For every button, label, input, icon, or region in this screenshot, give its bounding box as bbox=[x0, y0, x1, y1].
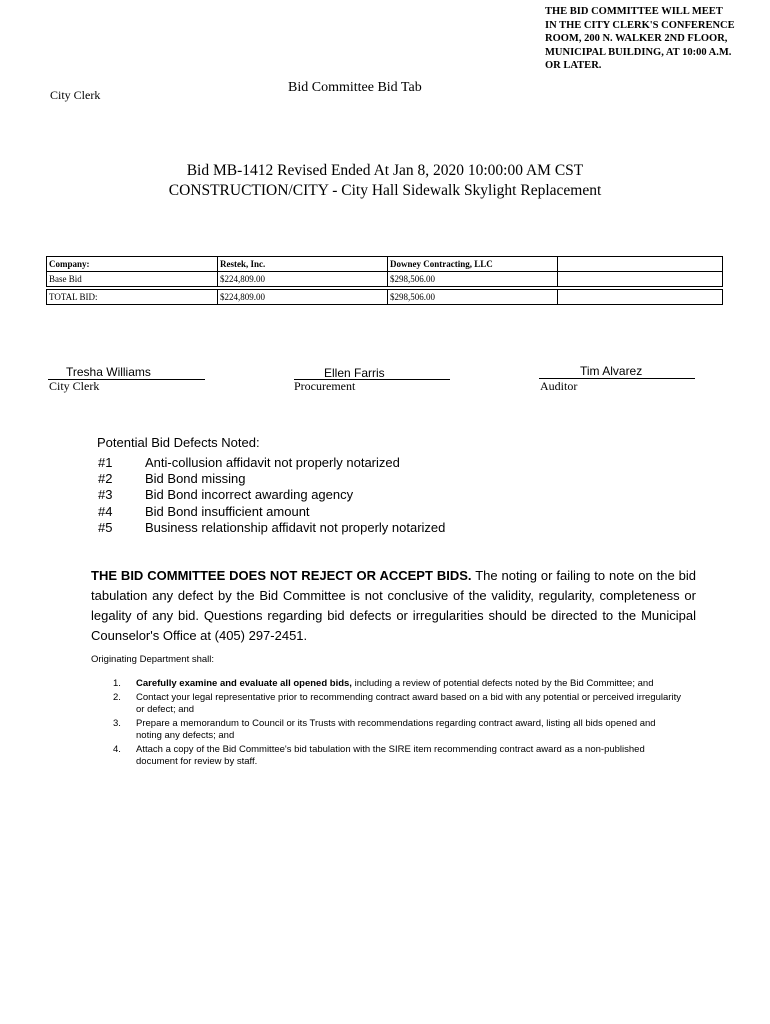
step-number: 2. bbox=[113, 691, 121, 703]
table-row-company bbox=[47, 257, 723, 272]
defect-number: #3 bbox=[98, 487, 113, 502]
base-bid-label-cell: Base Bid bbox=[47, 272, 218, 287]
signature-role: Auditor bbox=[540, 379, 578, 393]
bid-description-line: CONSTRUCTION/CITY - City Hall Sidewalk Skylight Replacement bbox=[168, 182, 602, 199]
base-bid-cell: $224,809.00 bbox=[218, 272, 388, 287]
step-number: 4. bbox=[113, 743, 121, 755]
step-number: 3. bbox=[113, 717, 121, 729]
disclaimer-text: The noting or failing to note on the bid tabulation any defect by the Bid Committee is not conclusive of the validity, regularity, completeness or legality of any bid. Questions regarding bid defects or irregularities should be directed to the Municipal Counselor's Office at (405) 297-2451. bbox=[91, 568, 696, 643]
defect-number: #4 bbox=[98, 504, 113, 519]
step-text: Contact your legal representative prior to recommending contract award based on a bid with any potential or perceived irregularity or defect; and bbox=[136, 691, 681, 715]
originating-steps bbox=[91, 678, 681, 770]
defect-number: #2 bbox=[98, 471, 113, 486]
page-title: Bid Committee Bid Tab bbox=[288, 80, 422, 95]
step-bold: Carefully examine and evaluate all opened bids, bbox=[136, 678, 352, 689]
bid-table bbox=[46, 256, 723, 305]
disclaimer-bold: THE BID COMMITTEE DOES NOT REJECT OR ACCEPT BIDS. bbox=[91, 568, 472, 583]
company-cell: Downey Contracting, LLC bbox=[388, 257, 558, 272]
defect-text: Bid Bond insufficient amount bbox=[145, 504, 310, 519]
bid-number-line: Bid MB-1412 Revised Ended At Jan 8, 2020 10:00:00 AM CST bbox=[186, 162, 584, 179]
total-cell: $224,809.00 bbox=[218, 290, 388, 305]
signature-name: Ellen Farris bbox=[324, 366, 385, 380]
signature-role: Procurement bbox=[294, 379, 356, 393]
signature-role: City Clerk bbox=[49, 379, 100, 393]
company-cell: Restek, Inc. bbox=[218, 257, 388, 272]
total-cell bbox=[558, 290, 723, 305]
notice-line: OR LATER. bbox=[545, 60, 602, 71]
notice-line: MUNICIPAL BUILDING, AT 10:00 A.M. bbox=[545, 46, 732, 58]
table-row-base-bid bbox=[47, 272, 723, 287]
table-row-total bbox=[47, 290, 723, 305]
signature-name: Tresha Williams bbox=[66, 365, 151, 379]
base-bid-cell: $298,506.00 bbox=[388, 272, 558, 287]
company-cell bbox=[558, 257, 723, 272]
list-item bbox=[91, 692, 681, 717]
signature-name: Tim Alvarez bbox=[580, 364, 643, 378]
total-cell: $298,506.00 bbox=[388, 290, 558, 305]
defect-text: Bid Bond missing bbox=[145, 471, 246, 486]
company-label-cell: Company: bbox=[47, 257, 218, 272]
step-text: Attach a copy of the Bid Committee's bid tabulation with the SIRE item recommending contract award as a non-published document for review by staff. bbox=[136, 743, 645, 767]
originating-heading: Originating Department shall: bbox=[91, 654, 215, 665]
defect-number: #5 bbox=[98, 520, 113, 535]
step-text: including a review of potential defects noted by the Bid Committee; and bbox=[351, 678, 654, 689]
city-clerk-label: City Clerk bbox=[50, 88, 101, 102]
defect-text: Bid Bond incorrect awarding agency bbox=[145, 487, 354, 502]
list-item bbox=[91, 744, 681, 769]
list-item bbox=[91, 678, 681, 691]
step-number: 1. bbox=[113, 678, 121, 689]
notice-line: IN THE CITY CLERK'S CONFERENCE bbox=[545, 19, 735, 31]
base-bid-cell bbox=[558, 272, 723, 287]
defect-text: Anti-collusion affidavit not properly notarized bbox=[145, 455, 400, 470]
disclaimer-paragraph bbox=[91, 566, 696, 646]
meeting-notice bbox=[545, 5, 765, 73]
defect-text: Business relationship affidavit not properly notarized bbox=[145, 520, 446, 535]
total-label-cell: TOTAL BID: bbox=[47, 290, 218, 305]
notice-line: THE BID COMMITTEE WILL MEET bbox=[545, 6, 723, 17]
notice-line: ROOM, 200 N. WALKER 2ND FLOOR, bbox=[545, 33, 728, 44]
step-text: Prepare a memorandum to Council or its Trusts with recommendations regarding contract award, listing all bids opened and noting any defects; and bbox=[136, 717, 656, 741]
list-item bbox=[91, 718, 681, 743]
defects-heading: Potential Bid Defects Noted: bbox=[97, 435, 260, 450]
defect-number: #1 bbox=[98, 455, 113, 470]
